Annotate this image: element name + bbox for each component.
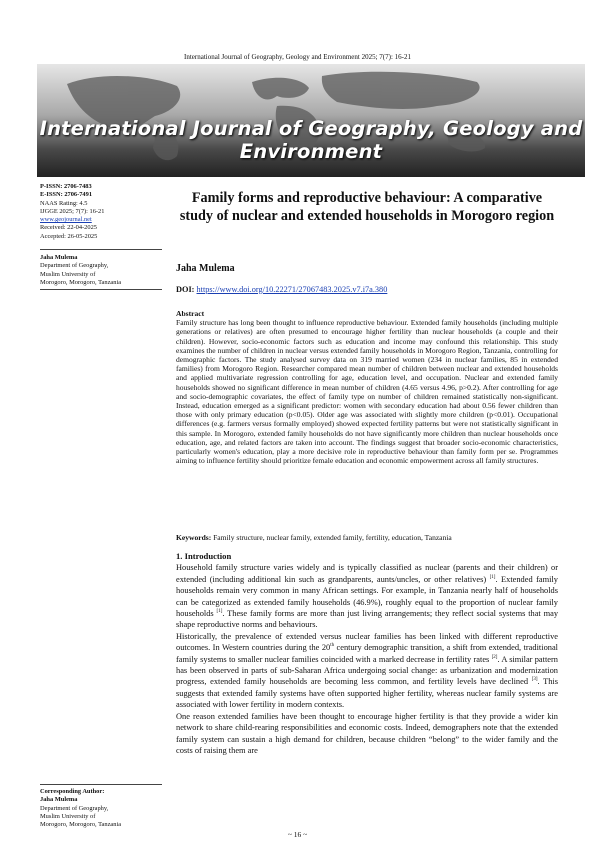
corresponding-author-heading: Corresponding Author:: [40, 788, 105, 795]
accepted-date: Accepted: 26-05-2025: [40, 232, 98, 240]
corresponding-author-university: Muslim University of: [40, 812, 96, 820]
keywords-text: Family structure, nuclear family, extended family, fertility, education, Tanzania: [213, 533, 452, 542]
article-title: Family forms and reproductive behaviour: A comparative study of nuclear and extended households in Morogoro region: [179, 190, 555, 224]
corresponding-author: [40, 788, 162, 829]
abstract-text: Family structure has long been thought to influence reproductive behaviour. Extended family households (including multiple generations or relatives) are often presumed to encourage higher fertility than nuclear households (a couple and their children). However, socio-economic factors such as education and income may confound this relationship. This study examines the number of children in nuclear versus extended family households in Morogoro Region, Tanzania, controlling for demographic factors. The study analysed survey data on 319 married women (234 in nuclear families, 85 in extended families) from Morogoro Region. Researcher compared mean number of children between nuclear and extended households and applied multivariate regression controlling for age, education level, and occupation. Nuclear and extended family households showed no significant difference in mean number of children (4.65 versus 4.96, p>0.2). After controlling for age and socio-demographic covariates, the effect of family type on number of children remained statistically non-significant. Instead, education emerged as a significant predictor: women with secondary education had about 0.56 fewer children than those with only primary education (p<0.05). Older age was associated with slightly more children (p<0.01). Occupational differences (e.g. farmers versus formally employed) showed expected fertility patterns but were not statistically significant in this sample. In Morogoro, extended family households do not have significantly more children than nuclear households once education, age, and related factors are taken into account. The findings suggest that broader socio-economic characteristics, particularly women's education, play a more decisive role in reproductive behaviour than family form per se. Programmes aiming to influence fertility should prioritize female education and economic empowerment across all family structures.: [176, 318, 558, 466]
naas-rating: NAAS Rating: 4.5: [40, 199, 88, 207]
sidebar-author-name: Jaha Mulema: [40, 254, 78, 261]
citation-ref: [2]: [491, 654, 498, 660]
abstract-section: [176, 309, 558, 465]
sidebar-divider: [40, 289, 162, 290]
ijgge-citation: IJGGE 2025; 7(7): 16-21: [40, 207, 105, 215]
corresponding-author-location: Morogoro, Morogoro, Tanzania: [40, 821, 122, 829]
sidebar-author-affiliation: [40, 254, 162, 287]
intro-paragraph-1: [176, 562, 558, 630]
introduction-heading: 1. Introduction: [176, 551, 232, 561]
journal-website-link[interactable]: www.geojournal.net: [40, 216, 92, 224]
intro-p2-text-b: century demographic transition, a shift from extended, traditional family systems to smaller nuclear families coincided with a marked decrease in fertility rates: [176, 643, 558, 664]
doi-label: DOI:: [176, 285, 195, 294]
intro-paragraph-2: [176, 631, 558, 711]
sidebar-author-university: Muslim University of: [40, 270, 96, 278]
sidebar-divider: [40, 784, 162, 785]
page-number: ~ 16 ~: [287, 830, 308, 839]
keywords-line: [176, 533, 558, 542]
article-author: Jaha Mulema: [176, 263, 235, 274]
pissn: P-ISSN: 2706-7483: [40, 183, 92, 190]
sidebar-divider: [40, 249, 162, 250]
citation-ref: [3]: [531, 677, 538, 683]
superscript-th: th: [330, 643, 335, 649]
sidebar-author-dept: Department of Geography,: [40, 262, 109, 270]
journal-banner: [37, 64, 585, 177]
running-head: International Journal of Geography, Geology and Environment 2025; 7(7): 16-21: [184, 53, 411, 61]
intro-p2-text-d: . This suggests that extended family systems have often supported higher fertility, whereas nuclear family systems are associated with lower fertility in modern contexts.: [176, 677, 558, 710]
eissn: E-ISSN: 2706-7491: [40, 191, 93, 199]
received-date: Received: 22-04-2025: [40, 224, 97, 232]
intro-p1-text-c: . These family forms are more than just living arrangements; they reflect social systems that may shape reproductive norms and behaviours.: [176, 609, 559, 630]
corresponding-author-dept: Department of Geography,: [40, 804, 109, 812]
abstract-heading: Abstract: [176, 309, 205, 318]
intro-p1-text-a: Household family structure varies widely and is typically classified as nuclear (parents and their children) or extended (including additional kin such as grandparents, aunts/uncles, or other relatives): [176, 563, 558, 584]
doi-link[interactable]: https://www.doi.org/10.22271/27067483.2025.v7.i7a.380: [196, 285, 388, 294]
citation-ref: [1]: [216, 609, 223, 615]
doi-line: [176, 285, 558, 294]
introduction-section: [176, 551, 558, 756]
intro-p2-text-a: Historically, the prevalence of extended versus nuclear families has been linked with different reproductive outcomes. In Western countries during the 20: [176, 631, 558, 653]
intro-p1-text-b: . Extended family households remain very common in many African settings. For example, in Tanzania nearly half of households can be categorized as extended family households (46.9%), roughly equal to the proportion of nuclear family households: [176, 574, 558, 619]
banner-journal-title: International Journal of Geography, Geology and Environment: [39, 117, 583, 163]
sidebar-author-location: Morogoro, Morogoro, Tanzania: [40, 278, 122, 286]
keywords-label: Keywords:: [176, 533, 212, 542]
corresponding-author-name: Jaha Mulema: [40, 796, 78, 804]
intro-paragraph-3: One reason extended families have been thought to encourage higher fertility is that they provide a wider kin network to share child-rearing responsibilities and economic costs. Indeed, demographers note that the extended family system can sustain a high demand for children, because children “belong” to the wider family and the costs of raising them are: [176, 711, 558, 755]
intro-p2-text-c: . A similar pattern has been observed in parts of sub-Saharan Africa undergoing social change: as urbanization and modernization progress, extended family households are becoming less common, and fertility levels have declined: [176, 654, 558, 687]
sidebar-journal-info: [40, 183, 162, 241]
citation-ref: [1]: [489, 575, 496, 581]
